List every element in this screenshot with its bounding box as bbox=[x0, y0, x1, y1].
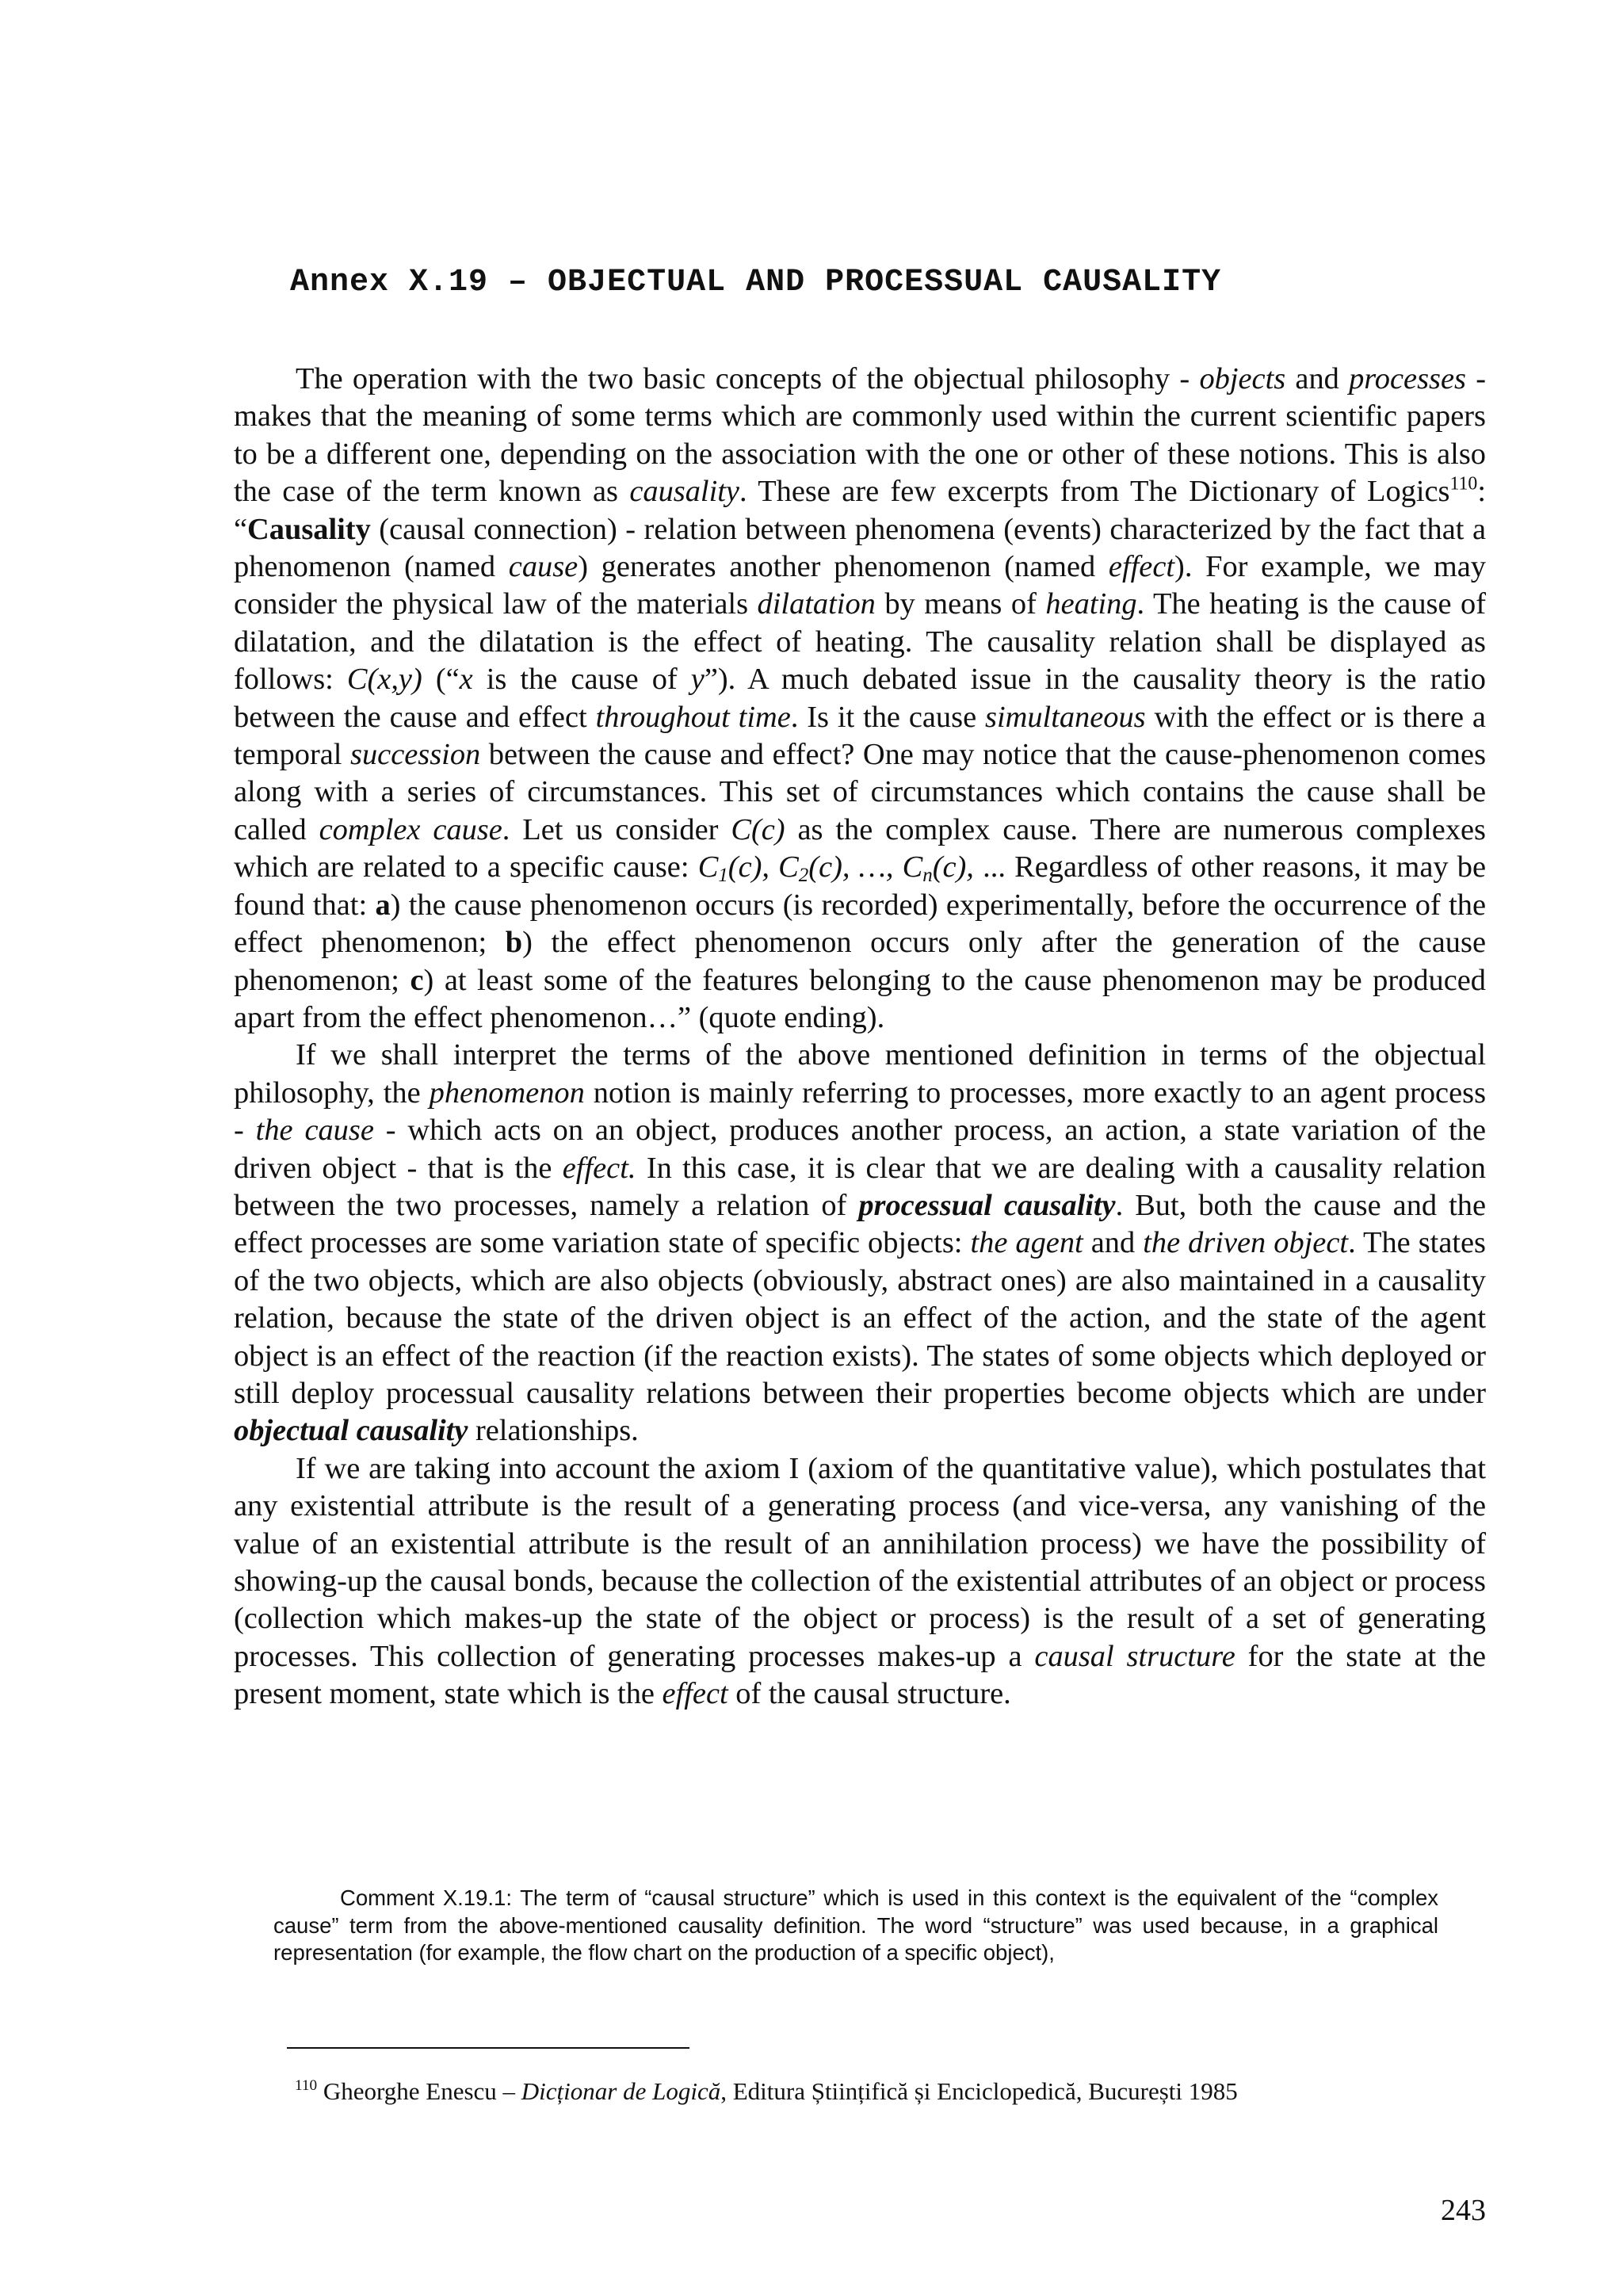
text-run: complex cause bbox=[319, 812, 502, 846]
text-run: b bbox=[505, 926, 523, 960]
text-run: effect bbox=[1108, 550, 1175, 584]
text-run: c bbox=[410, 963, 424, 997]
text-run: heating bbox=[1045, 587, 1137, 621]
text-run: effect. bbox=[562, 1151, 636, 1185]
text-run: processes bbox=[1349, 362, 1466, 395]
text-run: objectual causality bbox=[234, 1414, 468, 1448]
text-run: 110 bbox=[1449, 473, 1478, 495]
footnote-text: Gheorghe Enescu – Dicționar de Logică, Editura Științifică și Enciclopedică, București 1985 bbox=[317, 2077, 1238, 2105]
paragraph: If we shall interpret the terms of the above mentioned definition in terms of the objectual philosophy, the phenomenon notion is mainly referring to processes, more exactly to an agent process - the cause - which acts on an object, produces another process, an action, a state variation of the driven object - that is the effect. In this case, it is clear that we are dealing with a causality relation between the two processes, namely a relation of processual causality. But, both the cause and the effect processes are some variation state of specific objects: the agent and the driven object. The states of the two objects, which are also objects (obviously, abstract ones) are also maintained in a causality relation, because the state of the driven object is an effect of the action, and the state of the agent object is an effect of the reaction (if the reaction exists). The states of some objects which deployed or still deploy processual causality relations between their properties become objects which are under objectual causality relationships. bbox=[234, 1038, 1487, 1448]
text-run: C(x,y) bbox=[346, 663, 422, 697]
page-number: 243 bbox=[1441, 2194, 1486, 2227]
text-run: n bbox=[922, 865, 933, 887]
text-run: objects bbox=[1199, 362, 1286, 395]
text-run: causality bbox=[629, 475, 739, 509]
text-run: simultaneous bbox=[985, 700, 1146, 734]
text-run: 1 bbox=[718, 865, 728, 887]
text-run: y bbox=[690, 663, 705, 697]
text-run: (c), bbox=[932, 850, 974, 884]
text-run: the driven object bbox=[1143, 1226, 1349, 1260]
text-run: C(c) bbox=[731, 812, 785, 846]
paragraph: If we are taking into account the axiom I (axiom of the quantitative value), which postulates that any existential attribute is the result of a generating process (and vice-versa, any vanishing of the value of an existential attribute is the result of an annihilation process) we have the possibility of showing-up the causal bonds, because the collection of the existential attributes of an object or process (collection which makes-up the state of the object or process) is the result of a set of generating processes. This collection of generating processes makes-up a causal structure for the state at the present moment, state which is the effect of the causal structure. bbox=[234, 1451, 1486, 1711]
comment-block bbox=[273, 1885, 1438, 1967]
text-run: causal structure bbox=[1034, 1639, 1235, 1673]
text-run: 2 bbox=[798, 865, 809, 887]
text-run: processual causality bbox=[858, 1188, 1116, 1222]
main-text bbox=[234, 361, 1486, 1713]
text-run: (c), …, C bbox=[808, 850, 923, 884]
text-run: throughout time bbox=[595, 700, 791, 734]
text-run: a bbox=[375, 888, 391, 922]
comment-text: Comment X.19.1: The term of “causal structure” which is used in this context is the equivalent of the “complex cause” term from the above-mentioned causality definition. The word “structure” was used because, in a graphical representation (for example, the flow chart on the production of a specific object), bbox=[273, 1885, 1438, 1965]
text-run: C bbox=[697, 850, 719, 884]
text-run: cause bbox=[508, 550, 579, 584]
footnote-number: 110 bbox=[295, 2077, 318, 2095]
footnote bbox=[295, 2076, 1452, 2107]
text-run: the cause bbox=[255, 1114, 374, 1148]
text-run: phenomenon bbox=[429, 1075, 585, 1110]
text-run: the agent bbox=[970, 1226, 1083, 1260]
text-run: Causality bbox=[247, 512, 371, 546]
text-run: dilatation bbox=[757, 587, 876, 621]
text-run: Dicționar de Logică bbox=[521, 2077, 721, 2105]
footnote-divider bbox=[287, 2047, 689, 2049]
text-run: succession bbox=[350, 738, 481, 772]
text-run: x bbox=[459, 663, 473, 697]
text-run: (c), C bbox=[727, 850, 799, 884]
paragraph: The operation with the two basic concepts of the objectual philosophy - objects and processes - makes that the meaning of some terms which are commonly used within the current scientific papers to be a different one, depending on the association with the one or other of these notions. This is also the case of the term known as causality. These are few excerpts from The Dictionary of Logics$^{110}$: “Causality (causal connection) - relation between phenomena (events) characterized by the fact that a phenomenon (named cause) generates another phenomenon (named effect). For example, we may consider the physical law of the materials dilatation by means of heating. The heating is the cause of dilatation, and the dilatation is the effect of heating. The causality relation shall be displayed as follows: C(x,y) (“x is the cause of y”). A much debated issue in the causality theory is the ratio between the cause and effect throughout time. Is it the cause simultaneous with the effect or is there a temporal succession between the cause and effect? One may notice that the cause-phenomenon comes along with a series of circumstances. This set of circumstances which contains the cause shall be called complex cause. Let us consider C(c) as the complex cause. There are numerous complexes which are related to a specific cause: $C_1(c)$, $C_2(c)$, …, $C_n(c)$, ... Regardless of other reasons, it may be found that: a) the cause phenomenon occurs (is recorded) experimentally, before the occurrence of the effect phenomenon; b) the effect phenomenon occurs only after the generation of the cause phenomenon; c) at least some of the features belonging to the cause phenomenon may be produced apart from the effect phenomenon…” (quote ending). bbox=[234, 362, 1487, 1034]
text-run: effect bbox=[662, 1677, 728, 1711]
page-title: Annex X.19 – OBJECTUAL AND PROCESSUAL CAUSALITY bbox=[290, 265, 1222, 300]
